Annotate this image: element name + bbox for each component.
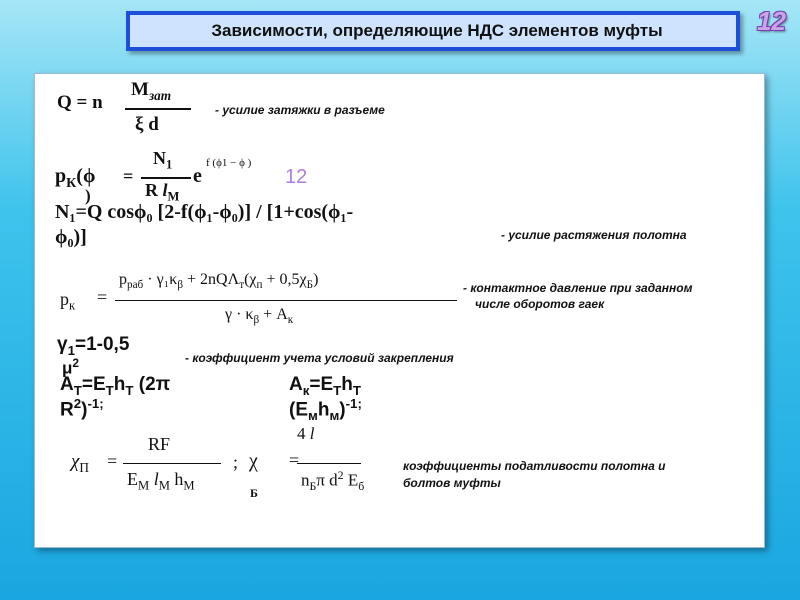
formula-n1-line1: N₁=Q cosϕ₀ [2-f(ϕ₁-ϕ₀)] / [1+cos(ϕ₁-	[55, 201, 354, 223]
formula-pk-exp-base: e	[193, 165, 202, 187]
formula-pk2-note-line2: числе оборотов гаек	[475, 297, 605, 311]
formula-chi-note-line1: коэффициенты податливости полотна и	[403, 459, 666, 473]
formula-q-fraction-line	[125, 108, 191, 110]
formula-chi2-denominator: $n_Б\pi$ $d^2$ $E_б$	[301, 468, 365, 494]
formula-n1-note: - усилие растяжения полотна	[501, 228, 687, 242]
formula-pk-close: )	[85, 186, 91, 205]
formula-at-line2: $R^2)^{-1;}$	[60, 396, 104, 421]
formula-chi-denominator: $E_M$ $l_M$ $h_M$	[127, 469, 195, 493]
formula-pk-denominator: R $l_M$	[145, 180, 180, 204]
formula-ak-line1: $A_к=E_Th_T$	[289, 374, 362, 398]
formula-pk2-equals: =	[97, 287, 108, 307]
formula-pk2-fraction-line	[115, 300, 457, 301]
formula-q-lhs: Q = n	[57, 92, 103, 113]
formula-chi-equals: =	[107, 451, 118, 471]
formula-chi2-fraction-line	[297, 463, 361, 464]
formula-n1-line2: ϕ₀)]	[55, 226, 87, 248]
formula-gamma-note: - коэффициент учета условий закрепления	[185, 351, 454, 365]
page-title: Зависимости, определяющие НДС элементов муфты	[211, 21, 663, 40]
formula-chi2-equals: =	[289, 450, 300, 470]
formula-chi-note-line2: болтов муфты	[403, 476, 501, 490]
slide-number: 12	[757, 6, 786, 36]
formula-chi2-sub: Б	[250, 486, 258, 500]
title-banner	[126, 11, 740, 51]
inline-number: 12	[285, 166, 308, 188]
formula-pk-exp-power: f (ϕ1 − ϕ )	[206, 157, 252, 169]
content-panel	[34, 73, 765, 548]
formula-pk-equals: =	[123, 166, 134, 186]
formula-gamma-tail: $\mu^2$	[62, 356, 80, 378]
formula-ak-line2: $(E_мh_м)^{-1;}$	[289, 396, 362, 424]
formula-chi-lhs: $\chi_П$	[71, 451, 89, 475]
formula-pk-numerator: $N_1$	[153, 148, 173, 172]
formula-pk-lhs: $p_К(\phi$	[55, 165, 96, 191]
formula-chi-separator: ;	[233, 452, 239, 472]
formula-chi2: χ	[249, 450, 258, 472]
formula-chi2-numerator: 4 l	[297, 424, 315, 443]
formula-pk2-numerator: $p_{раб} \cdot \gamma_1\kappa_\beta + 2nQ\Lambda_т(\chi_п + 0,5\chi_Б)$	[119, 271, 319, 292]
formula-pk2-denominator: $\gamma \cdot \kappa_\beta + A_к$	[225, 306, 294, 327]
formula-q-numerator: $M_{зат}$	[131, 79, 172, 103]
formula-q-note: - усилие затяжки в разъеме	[215, 103, 385, 117]
formula-pk2-note-line1: - контактное давление при заданном	[463, 281, 693, 295]
formula-pk2-lhs: $p_к$	[60, 289, 76, 313]
formula-at-line1: $A_T=E_Th_T$ (2π	[60, 374, 171, 398]
formula-pk-fraction-line	[141, 177, 191, 179]
formula-gamma: $\gamma_1=1-0,5$	[57, 334, 130, 358]
formula-q-denominator: ξ d	[135, 114, 159, 135]
formula-chi-fraction-line	[123, 463, 221, 464]
formula-chi-numerator: RF	[148, 434, 171, 454]
